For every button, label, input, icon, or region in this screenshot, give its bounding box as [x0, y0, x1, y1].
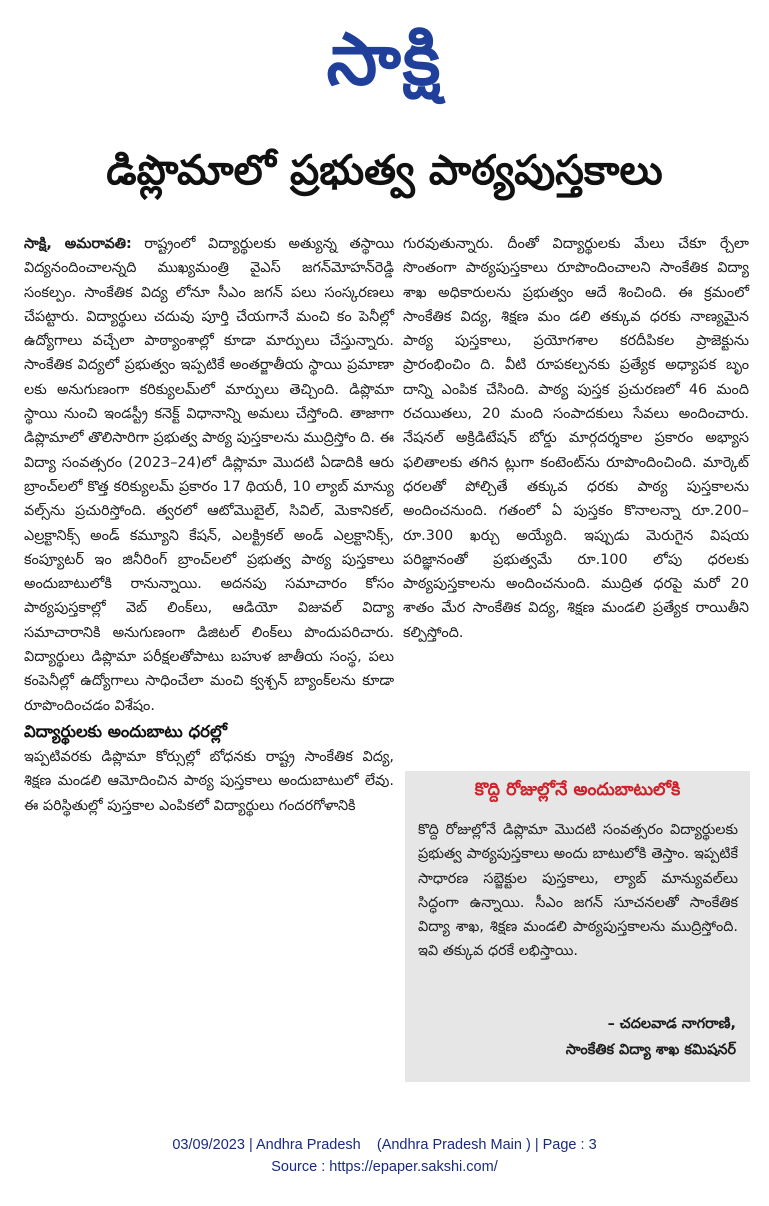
- article-column-left: [24, 232, 394, 818]
- footer-edition-info: 03/09/2023 | Andhra Pradesh (Andhra Pradesh Main ) | Page : 3: [172, 1137, 597, 1153]
- footer-source-link[interactable]: Source : https://epaper.sakshi.com/: [271, 1159, 498, 1175]
- signature-role: సాంకేతిక విద్యా శాఖ కమిషనర్: [565, 1042, 736, 1058]
- article-text-1: రాష్ట్రంలో విద్యార్థులకు అత్యున్న తస్థాయి విద్యనందించాలన్నది ముఖ్యమంత్రి వైఎస్ జగన్‌మోహన్‌రెడ్డి సంకల్పం. సాంకేతిక విద్య లోనూ సీఎం జగన్ పలు సంస్కరణలు చేపట్టారు. విద్యార్థులు చదువు పూర్తి చేయగానే మంచి కం పెనీల్లో ఉద్యోగాలు వచ్చేలా పాఠ్యాంశాల్లో కూడా మార్పులు చేస్తున్నారు. సాంకేతిక విద్యలో ప్రభుత్వం ఇప్పటికే అంతర్జాతీయ స్థాయి ప్రమాణా లకు అనుగుణంగా కరిక్యులమ్‌లో మార్పులు తెచ్చింది. డిప్లొమా స్థాయి నుంచి ఇండస్ట్రీ కనెక్ట్ విధానాన్ని అమలు చేస్తోంది. తాజాగా డిప్లొమాలో తొలిసారిగా ప్రభుత్వ పాఠ్య పుస్తకాలను ముద్రిస్తోం ది. ఈ విద్యా సంవత్సరం (2023–24)లో డిప్లొమా మొదటి ఏడాదికి ఆరు బ్రాంచ్‌లలో కొత్త కరిక్యులమ్ ప్రకారం 17 థియరీ, 10 ల్యాబ్ మాన్యు వల్స్‌ను ప్రచురిస్తోంది. త్వరలో ఆటోమొబైల్, సివిల్, మెకానికల్, ఎల్రక్టానిక్స్ అండ్ కమ్యూని కేషన్, ఎలక్ట్రికల్ అండ్ ఎల్రక్టానిక్స్, కంప్యూటర్ ఇం జినీరింగ్ బ్రాంచ్‌లలో ప్రభుత్వ పాఠ్య పుస్తకాలు అందుబాటులోకి రానున్నాయి. అదనపు సమాచారం కోసం పాఠ్యపుస్తకాల్లో వెబ్ లింక్‌లు, ఆడియో విజువల్ విద్యా సమాచారానికి అనుగుణంగా డిజిటల్ లింక్‌లు పొందుపరిచారు. విద్యార్థులు డిప్లొమా పరీక్షలతోపాటు బహుళ జాతీయ సంస్థ, పలు కంపెనీల్లో ఉద్యోగాలు సాధించేలా మంచి క్వశ్చన్ బ్యాంక్‌లను కూడా రూపొందించడం విశేషం.: [24, 236, 395, 714]
- sidebar-title: కొద్ది రోజుల్లోనే అందుబాటులోకి: [474, 780, 681, 800]
- masthead: [0, 14, 769, 104]
- sidebar-body: [418, 818, 738, 964]
- quote-sidebar: [405, 771, 750, 1082]
- dateline: సాక్షి, అమరావతి:: [24, 236, 132, 252]
- article-text-2: ఇప్పటివరకు డిప్లొమా కోర్సుల్లో బోధనకు రాష్ట్ర సాంకేతిక విద్య, శిక్షణ మండలి ఆమోదించిన పాఠ్య పుస్తకాలు అందుబాటులో లేవు. ఈ పరిస్థితుల్లో పుస్తకాల ఎంపికలో విద్యార్థులు గందరగోళానికి: [24, 748, 394, 814]
- sidebar-text: కొద్ది రోజుల్లోనే డిప్లొమా మొదటి సంవత్సరం విద్యార్థులకు ప్రభుత్వ పాఠ్యపుస్తకాలు అందు బాటులోకి తెస్తాం. ఇప్పటికే సాధారణ సబ్జెక్టుల పుస్తకాలు, ల్యాబ్ మాన్యువల్‌లు సిద్ధంగా ఉన్నాయి. సీఎం జగన్ సూచనలతో సాంకేతిక విద్యా శాఖ, శిక్షణ మండలి పాఠ్యపుస్తకాలను ముద్రిస్తోంది. ఇవి తక్కువ ధరకే లభిస్తాయి.: [418, 822, 738, 960]
- page-footer: [0, 1134, 769, 1178]
- article-paragraph: [24, 232, 394, 718]
- article-headline: డిప్లొమాలో ప్రభుత్వ పాఠ్యపుస్తకాలు: [106, 146, 663, 194]
- article-text-3: గురవుతున్నారు. దీంతో విద్యార్థులకు మేలు చేకూ ర్చేలా సొంతంగా పాఠ్యపుస్తకాలు రూపొందించాలని సాంకేతిక విద్యా శాఖ అధికారులను ప్రభుత్వం ఆదే శించింది. ఈ క్రమంలో సాంకేతిక విద్య, శిక్షణ మం డలి తక్కువ ధరకు నాణ్యమైన పాఠ్య పుస్తకాలు, ప్రయోగశాల కరదీపికల ప్రాజెక్టును ప్రారంభించిం ది. వీటి రూపకల్పనకు ప్రత్యేక అధ్యాపక బృం దాన్ని ఎంపిక చేసింది. పాఠ్య పుస్తక ప్రచురణలో 46 మంది రచయితలు, 20 మంది సంపాదకులు సేవలు అందించారు. నేషనల్ అక్రిడిటేషన్ బోర్డు మార్గదర్శకాల ప్రకారం అభ్యాస ఫలితాలకు తగిన ట్లుగా కంటెంట్‌ను రూపొందించింది. మార్కెట్ ధరలతో పోల్చితే తక్కువ ధరకు పాఠ్య పుస్తకాలను అందించనుంది. గతంలో ఏ పుస్తకం కొనాలన్నా రూ.200–రూ.300 ఖర్చు అయ్యేది. ఇప్పుడు మెరుగైన విషయ పరిజ్ఞానంతో ప్రభుత్వమే రూ.100 లోపు ధరలకు పాఠ్యపుస్తకాలను అందించనుంది. ముద్రిత ధరపై మరో 20 శాతం మేర సాంకేతిక విద్య, శిక్షణ మండలి ప్రత్యేక రాయితీని కల్పిస్తోంది.: [403, 236, 749, 641]
- article-column-right: [403, 232, 749, 645]
- signature-name: – చదలవాడ నాగరాణి,: [607, 1016, 736, 1032]
- article-subheading: విద్యార్థులకు అందుబాటు ధరల్లో: [24, 721, 227, 741]
- sakshi-logo: సాక్షి: [326, 17, 443, 101]
